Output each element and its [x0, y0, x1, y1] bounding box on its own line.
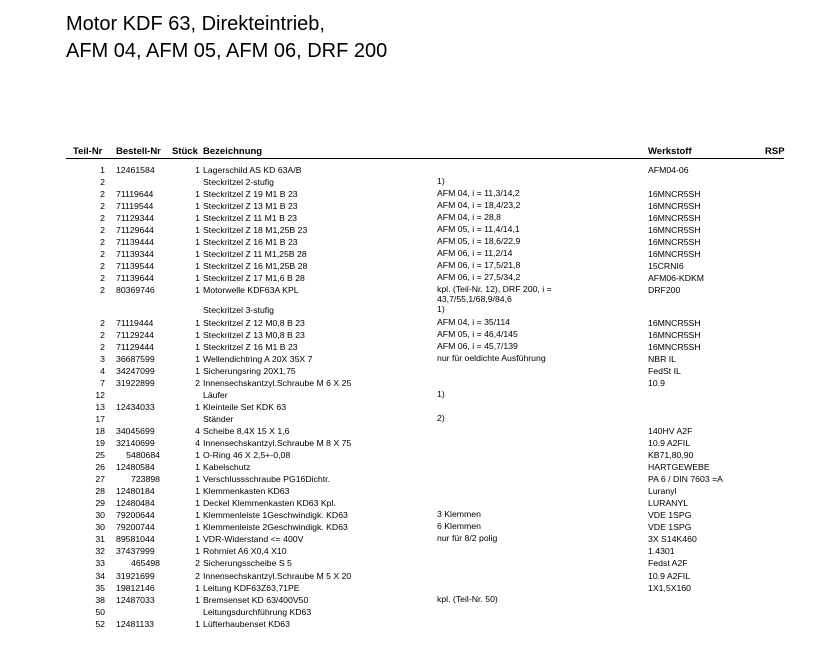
table-row — [0, 272, 824, 284]
cell-teil-nr: 19 — [95, 437, 105, 448]
cell-bestell-nr: 71119644 — [116, 189, 154, 200]
table-row — [0, 248, 824, 260]
table-row — [0, 413, 824, 425]
cell-werkstoff: 16MNCR5SH — [648, 341, 701, 352]
cell-stueck: 1 — [195, 237, 200, 248]
cell-werkstoff: AFM04-06 — [648, 165, 689, 175]
cell-bezeichnung: Läufer — [203, 389, 228, 400]
cell-bezeichnung: Steckritzel 2-stufig — [203, 177, 274, 188]
cell-bezeichnung: Innensechskantzyl.Schraube M 8 X 75 — [203, 437, 352, 448]
cell-anmerkung: AFM 06, i = 27,5/34,2 — [437, 272, 521, 283]
cell-stueck: 1 — [195, 498, 200, 509]
cell-bestell-nr: 79200644 — [116, 510, 155, 521]
cell-anmerkung: 1) — [437, 388, 445, 399]
cell-stueck: 1 — [195, 450, 200, 461]
cell-werkstoff: 15CRNI6 — [648, 261, 684, 272]
cell-teil-nr: 30 — [95, 510, 105, 521]
cell-stueck: 1 — [195, 474, 200, 485]
cell-bezeichnung: Lagerschild AS KD 63A/B — [203, 165, 302, 175]
table-row — [0, 509, 824, 521]
cell-teil-nr: 38 — [95, 594, 105, 605]
cell-bezeichnung: Steckritzel Z 16 M1 B 23 — [203, 237, 298, 248]
cell-werkstoff: 10.9 A2FIL — [648, 570, 691, 581]
cell-bestell-nr: 71119544 — [116, 201, 154, 212]
cell-teil-nr: 4 — [100, 365, 105, 376]
cell-bezeichnung: Verschlussschraube PG16Dichtr. — [203, 474, 330, 485]
cell-teil-nr: 18 — [95, 425, 105, 436]
cell-stueck: 2 — [195, 377, 200, 388]
cell-teil-nr: 2 — [100, 249, 105, 260]
cell-bestell-nr: 12480484 — [116, 498, 155, 509]
cell-stueck: 1 — [195, 329, 200, 340]
cell-teil-nr: 2 — [100, 225, 105, 236]
header-bestell-nr: Bestell-Nr — [116, 146, 161, 157]
cell-teil-nr: 50 — [95, 606, 105, 617]
cell-stueck: 1 — [195, 201, 200, 212]
cell-bezeichnung: Scheibe 8,4X 15 X 1,6 — [203, 425, 290, 436]
cell-bezeichnung: Steckritzel Z 11 M1 B 23 — [203, 213, 297, 224]
cell-werkstoff: 16MNCR5SH — [648, 189, 701, 200]
cell-bestell-nr: 12461584 — [116, 165, 155, 175]
table-row — [0, 437, 824, 449]
table-row — [0, 353, 824, 365]
cell-anmerkung: AFM 04, i = 35/114 — [437, 316, 510, 327]
cell-bezeichnung: Steckritzel Z 11 M1,25B 28 — [203, 249, 307, 260]
cell-bestell-nr: 34045699 — [116, 425, 155, 436]
cell-werkstoff: LURANYL — [648, 498, 689, 509]
cell-bestell-nr: 32140699 — [116, 437, 155, 448]
cell-bestell-nr: 37437999 — [116, 546, 155, 557]
cell-bezeichnung: Rohrniet A6 X0,4 X10 — [203, 546, 287, 557]
cell-bezeichnung: Steckritzel Z 13 M1 B 23 — [203, 201, 298, 212]
cell-teil-nr: 31 — [95, 534, 105, 545]
table-row — [0, 497, 824, 509]
table-row — [0, 521, 824, 533]
cell-anmerkung: AFM 06, i = 11,2/14 — [437, 248, 513, 259]
table-row — [0, 533, 824, 545]
table-row — [0, 389, 824, 401]
table-row — [0, 582, 824, 594]
header-teil-nr: Teil-Nr — [73, 146, 103, 157]
table-row — [0, 545, 824, 557]
cell-bezeichnung: Innensechskantzyl.Schraube M 5 X 20 — [203, 570, 352, 581]
cell-werkstoff: 16MNCR5SH — [648, 317, 701, 328]
cell-teil-nr: 35 — [95, 582, 105, 593]
cell-bestell-nr: 12480584 — [116, 462, 155, 473]
cell-bezeichnung: Steckritzel Z 12 M0,8 B 23 — [203, 317, 305, 328]
table-row — [0, 304, 824, 316]
table-row — [0, 341, 824, 353]
cell-bestell-nr: 71129244 — [116, 329, 155, 340]
cell-werkstoff: 140HV A2F — [648, 425, 693, 436]
cell-werkstoff: 10.9 — [648, 377, 665, 388]
cell-teil-nr: 2 — [100, 317, 105, 328]
cell-stueck: 1 — [195, 546, 200, 557]
cell-stueck: 4 — [195, 425, 200, 436]
cell-werkstoff: VDE 1SPG — [648, 510, 692, 521]
cell-werkstoff: 16MNCR5SH — [648, 201, 701, 212]
cell-bestell-nr: 71139444 — [116, 237, 155, 248]
cell-werkstoff: 16MNCR5SH — [648, 237, 701, 248]
cell-werkstoff: 16MNCR5SH — [648, 329, 701, 340]
cell-bezeichnung: Steckritzel Z 18 M1,25B 23 — [203, 225, 308, 236]
cell-werkstoff: FedSt IL — [648, 365, 681, 376]
cell-werkstoff: 10.9 A2FIL — [648, 437, 691, 448]
cell-anmerkung: AFM 04, i = 11,3/14,2 — [437, 188, 520, 199]
cell-bezeichnung: Sicherungsscheibe S 5 — [203, 558, 292, 569]
cell-teil-nr: 30 — [95, 522, 105, 533]
cell-bestell-nr: 19812146 — [116, 582, 155, 593]
cell-bestell-nr: 12481133 — [116, 618, 155, 629]
cell-teil-nr: 33 — [95, 558, 105, 569]
cell-anmerkung: AFM 05, i = 46,4/145 — [437, 328, 518, 339]
cell-stueck: 1 — [195, 165, 200, 175]
cell-werkstoff: 1X1,5X160 — [648, 582, 691, 593]
cell-stueck: 1 — [195, 522, 200, 533]
cell-bezeichnung: Klemmenkasten KD63 — [203, 486, 290, 497]
cell-stueck: 1 — [195, 225, 200, 236]
cell-werkstoff: 16MNCR5SH — [648, 249, 701, 260]
cell-bestell-nr: 34247099 — [116, 365, 155, 376]
cell-werkstoff: DRF200 — [648, 285, 681, 296]
cell-bestell-nr: 71119444 — [116, 317, 154, 328]
table-row — [0, 461, 824, 473]
cell-teil-nr: 27 — [95, 474, 105, 485]
cell-bestell-nr: 71139544 — [116, 261, 155, 272]
cell-bestell-nr: 12487033 — [116, 594, 155, 605]
table-row — [0, 606, 824, 618]
cell-werkstoff: KB71,80,90 — [648, 450, 694, 461]
cell-anmerkung: AFM 05, i = 11,4/14,1 — [437, 224, 520, 235]
cell-werkstoff: NBR IL — [648, 353, 677, 364]
cell-stueck: 1 — [195, 285, 200, 296]
table-row — [0, 618, 824, 630]
cell-teil-nr: 2 — [100, 261, 105, 272]
cell-teil-nr: 17 — [95, 413, 105, 424]
cell-stueck: 1 — [195, 594, 200, 605]
cell-bestell-nr: 79200744 — [116, 522, 155, 533]
header-bezeichnung: Bezeichnung — [203, 146, 263, 157]
cell-bezeichnung: Klemmenleiste 1Geschwindigk. KD63 — [203, 510, 348, 521]
table-row — [0, 200, 824, 212]
cell-teil-nr: 28 — [95, 486, 105, 497]
cell-anmerkung: AFM 04, i = 28,8 — [437, 212, 501, 223]
cell-bestell-nr: 71139344 — [116, 249, 155, 260]
table-row — [0, 188, 824, 200]
table-row — [0, 329, 824, 341]
cell-stueck: 1 — [195, 317, 200, 328]
cell-bestell-nr: 71129444 — [116, 341, 155, 352]
cell-teil-nr: 2 — [100, 177, 105, 188]
cell-teil-nr: 52 — [95, 618, 105, 629]
cell-stueck: 1 — [195, 189, 200, 200]
cell-stueck: 1 — [195, 534, 200, 545]
table-row — [0, 164, 824, 176]
table-row — [0, 557, 824, 569]
cell-bestell-nr: 71139644 — [116, 273, 155, 284]
cell-bestell-nr: 71129644 — [116, 225, 155, 236]
page-title-line-2: AFM 04, AFM 05, AFM 06, DRF 200 — [66, 40, 388, 62]
table-row — [0, 570, 824, 582]
cell-bestell-nr: 5480684 — [126, 450, 160, 461]
cell-bezeichnung: Leitungsdurchführung KD63 — [203, 606, 312, 617]
table-row — [0, 377, 824, 389]
cell-bestell-nr: 89581044 — [116, 534, 155, 545]
cell-anmerkung: 1) — [437, 176, 445, 187]
cell-anmerkung: AFM 05, i = 18,6/22,9 — [437, 236, 521, 247]
table-row — [0, 212, 824, 224]
cell-teil-nr: 13 — [95, 401, 105, 412]
table-row — [0, 260, 824, 272]
table-row — [0, 473, 824, 485]
header-rsp: RSP — [765, 146, 785, 157]
cell-werkstoff: AFM06-KDKM — [648, 273, 704, 284]
cell-bezeichnung: Kabelschutz — [203, 462, 251, 473]
parts-table-body — [0, 164, 824, 630]
cell-bezeichnung: Motorwelle KDF63A KPL — [203, 285, 299, 296]
cell-werkstoff: VDE 1SPG — [648, 522, 692, 533]
cell-stueck: 1 — [195, 510, 200, 521]
cell-teil-nr: 2 — [100, 273, 105, 284]
cell-stueck: 1 — [195, 401, 200, 412]
cell-teil-nr: 26 — [95, 462, 105, 473]
header-stueck: Stück — [172, 146, 198, 157]
cell-anmerkung: 3 Klemmen — [437, 509, 481, 520]
cell-anmerkung: 6 Klemmen — [437, 521, 481, 532]
cell-stueck: 1 — [195, 273, 200, 284]
cell-stueck: 1 — [195, 365, 200, 376]
cell-teil-nr: 7 — [100, 377, 105, 388]
page-title-line-1: Motor KDF 63, Direkteintrieb, — [66, 13, 325, 35]
cell-teil-nr: 1 — [100, 165, 105, 175]
cell-bezeichnung: Innensechskantzyl.Schraube M 6 X 25 — [203, 377, 352, 388]
table-row — [0, 401, 824, 413]
cell-teil-nr: 2 — [100, 329, 105, 340]
table-row — [0, 365, 824, 377]
table-row — [0, 224, 824, 236]
cell-stueck: 1 — [195, 341, 200, 352]
table-row — [0, 317, 824, 329]
header-werkstoff: Werkstoff — [648, 146, 692, 157]
cell-teil-nr: 29 — [95, 498, 105, 509]
cell-bestell-nr: 723898 — [131, 474, 160, 485]
cell-bezeichnung: Steckritzel Z 13 M0,8 B 23 — [203, 329, 305, 340]
cell-teil-nr: 34 — [95, 570, 105, 581]
table-row — [0, 449, 824, 461]
cell-bezeichnung: Lüfterhaubenset KD63 — [203, 618, 290, 629]
cell-bezeichnung: O-Ring 46 X 2,5+-0,08 — [203, 450, 291, 461]
cell-bestell-nr: 71129344 — [116, 213, 155, 224]
cell-bestell-nr: 465498 — [131, 558, 160, 569]
cell-bezeichnung: Kleinteile Set KDK 63 — [203, 401, 287, 412]
cell-bezeichnung: Leitung KDF63Z63,71PE — [203, 582, 300, 593]
cell-stueck: 4 — [195, 437, 200, 448]
cell-teil-nr: 2 — [100, 237, 105, 248]
table-row — [0, 284, 824, 304]
cell-bezeichnung: Steckritzel Z 17 M1,6 B 28 — [203, 273, 305, 284]
cell-teil-nr: 12 — [95, 389, 105, 400]
cell-bestell-nr: 80369746 — [116, 285, 155, 296]
cell-stueck: 1 — [195, 582, 200, 593]
cell-werkstoff: Fedst A2F — [648, 558, 688, 569]
cell-bezeichnung: Sicherungsring 20X1,75 — [203, 365, 296, 376]
cell-teil-nr: 2 — [100, 341, 105, 352]
cell-stueck: 1 — [195, 261, 200, 272]
cell-bezeichnung: Deckel Klemmenkasten KD63 Kpl. — [203, 498, 336, 509]
header-divider — [66, 158, 784, 159]
table-row — [0, 236, 824, 248]
cell-teil-nr: 2 — [100, 189, 105, 200]
cell-anmerkung: nur für oeldichte Ausführung — [437, 352, 546, 363]
cell-werkstoff: 1.4301 — [648, 546, 675, 557]
table-row — [0, 485, 824, 497]
cell-stueck: 1 — [195, 249, 200, 260]
cell-bestell-nr: 31921699 — [116, 570, 155, 581]
cell-stueck: 1 — [195, 618, 200, 629]
table-row — [0, 176, 824, 188]
cell-werkstoff: PA 6 / DIN 7603 =A — [648, 474, 723, 485]
cell-bezeichnung: Bremsenset KD 63/400V50 — [203, 594, 309, 605]
cell-stueck: 1 — [195, 353, 200, 364]
cell-bestell-nr: 12480184 — [116, 486, 155, 497]
cell-anmerkung: 2) — [437, 412, 445, 423]
cell-stueck: 2 — [195, 570, 200, 581]
cell-bezeichnung: Klemmenleiste 2Geschwindigk. KD63 — [203, 522, 348, 533]
table-row — [0, 594, 824, 606]
cell-bestell-nr: 12434033 — [116, 401, 155, 412]
cell-anmerkung: AFM 06, i = 45,7/139 — [437, 340, 518, 351]
cell-teil-nr: 3 — [100, 353, 105, 364]
cell-anmerkung: kpl. (Teil-Nr. 50) — [437, 593, 498, 604]
cell-teil-nr: 25 — [95, 450, 105, 461]
cell-bezeichnung: VDR-Widerstand <= 400V — [203, 534, 304, 545]
cell-werkstoff: Luranyl — [648, 486, 677, 497]
cell-teil-nr: 2 — [100, 285, 105, 296]
table-row — [0, 425, 824, 437]
cell-bezeichnung: Steckritzel Z 19 M1 B 23 — [203, 189, 298, 200]
cell-stueck: 1 — [195, 462, 200, 473]
cell-werkstoff: HARTGEWEBE — [648, 462, 710, 473]
cell-anmerkung: nur für 8/2 polig — [437, 533, 498, 544]
cell-werkstoff: 16MNCR5SH — [648, 225, 701, 236]
cell-bezeichnung: Steckritzel 3-stufig — [203, 305, 274, 316]
cell-bezeichnung: Steckritzel Z 16 M1 B 23 — [203, 341, 298, 352]
cell-bestell-nr: 36687599 — [116, 353, 155, 364]
cell-stueck: 1 — [195, 213, 200, 224]
cell-anmerkung: kpl. (Teil-Nr. 12), DRF 200, i = 43,7/55,1/68,9/84,6 — [437, 284, 552, 304]
cell-stueck: 2 — [195, 558, 200, 569]
cell-bezeichnung: Ständer — [203, 413, 234, 424]
cell-anmerkung: AFM 06, i = 17,5/21,8 — [437, 260, 521, 271]
cell-bestell-nr: 31922899 — [116, 377, 155, 388]
cell-bezeichnung: Steckritzel Z 16 M1,25B 28 — [203, 261, 308, 272]
cell-werkstoff: 16MNCR5SH — [648, 213, 701, 224]
cell-teil-nr: 32 — [95, 546, 105, 557]
cell-anmerkung: AFM 04, i = 18,4/23,2 — [437, 200, 521, 211]
cell-bezeichnung: Wellendichtring A 20X 35X 7 — [203, 353, 313, 364]
cell-teil-nr: 2 — [100, 201, 105, 212]
cell-teil-nr: 2 — [100, 213, 105, 224]
cell-stueck: 1 — [195, 486, 200, 497]
cell-anmerkung: 1) — [437, 304, 445, 315]
cell-werkstoff: 3X S14K460 — [648, 534, 697, 545]
